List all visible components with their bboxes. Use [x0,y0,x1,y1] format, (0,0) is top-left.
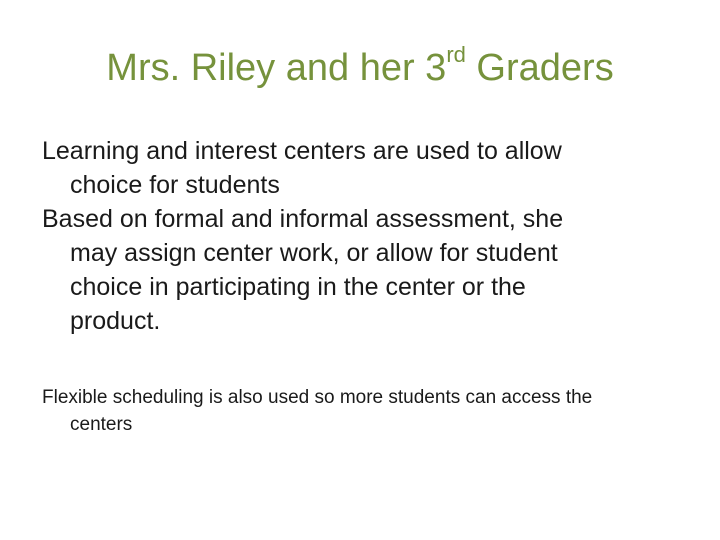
title-prefix: Mrs. Riley and her 3 [106,47,447,89]
slide-title [0,40,720,96]
paragraph-line: choice for students [70,171,280,199]
paragraph-assessment [42,202,682,338]
paragraph-line: Learning and interest centers are used to allow [42,137,562,165]
paragraph-line: centers [70,414,133,435]
paragraph-scheduling [42,384,682,438]
paragraph-line: choice in participating in the center or the [70,273,526,301]
title-superscript: rd [446,42,466,68]
paragraph-line: Flexible scheduling is also used so more students can access the [42,387,593,408]
paragraph-line: Based on formal and informal assessment, she [42,205,564,233]
paragraph-centers [42,134,682,202]
paragraph-line: may assign center work, or allow for student [70,239,558,267]
title-suffix: Graders [465,47,614,89]
slide-body [42,134,682,438]
paragraph-line: product. [70,307,161,335]
